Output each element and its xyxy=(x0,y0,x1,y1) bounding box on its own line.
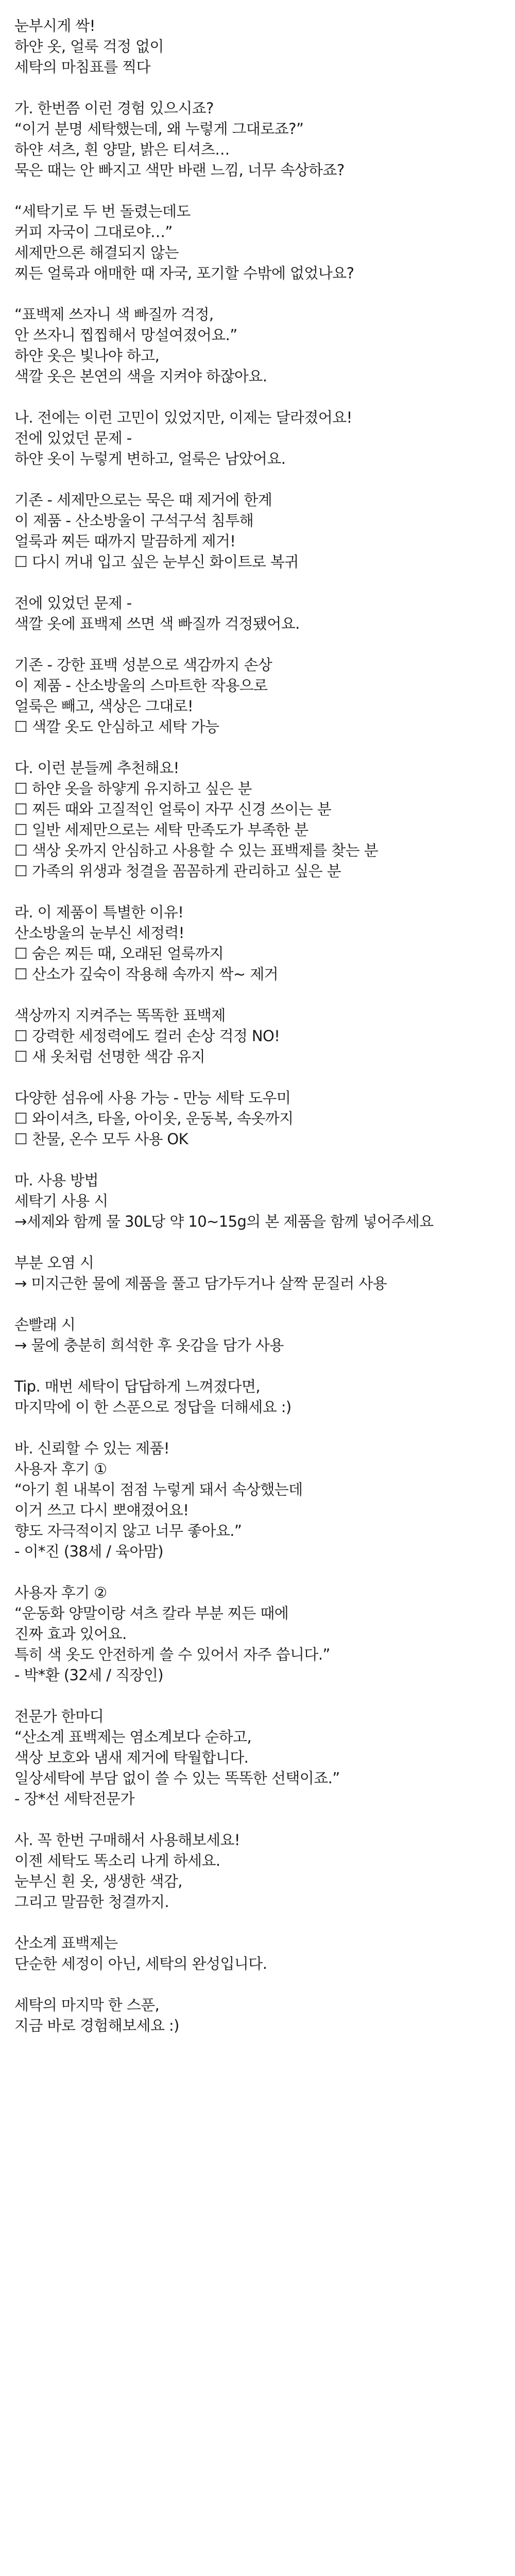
text-line: “표백제 쓰자니 색 빠질까 걱정, xyxy=(14,306,214,323)
text-line: 얼룩과 찌든 때까지 말끔하게 제거! xyxy=(14,532,236,550)
text-line: “세탁기로 두 번 돌렸는데도 xyxy=(14,203,191,220)
text-line: ☐ 찬물, 온수 모두 사용 OK xyxy=(14,1130,188,1148)
text-line: ☐ 강력한 세정력에도 컬러 손상 걱정 NO! xyxy=(14,1027,280,1045)
text-line: 지금 바로 경험해보세요 :) xyxy=(14,2017,179,2034)
text-line: 부분 오염 시 xyxy=(14,1254,94,1272)
text-line: ☐ 새 옷처럼 선명한 색감 유지 xyxy=(14,1048,205,1065)
text-line: 전에 있었던 문제 - xyxy=(14,594,132,612)
text-line: ☐ 하얀 옷을 하얗게 유지하고 싶은 분 xyxy=(14,780,252,797)
text-line: ☐ 가족의 위생과 청결을 꼼꼼하게 관리하고 싶은 분 xyxy=(14,862,341,880)
text-line: ☐ 색깔 옷도 안심하고 세탁 가능 xyxy=(14,718,219,735)
text-line: “아기 흰 내복이 점점 누렇게 돼서 속상했는데 xyxy=(14,1481,303,1498)
text-line: 가. 한번쯤 이런 경험 있으시죠? xyxy=(14,99,214,117)
text-line: 기존 - 강한 표백 성분으로 색감까지 손상 xyxy=(14,656,272,674)
text-line: 전에 있었던 문제 - xyxy=(14,429,132,447)
text-line: 하얀 옷, 얼룩 걱정 없이 xyxy=(14,38,164,55)
text-line: 눈부신 흰 옷, 생생한 색감, xyxy=(14,1872,182,1890)
text-line: ☐ 일반 세제만으로는 세탁 만족도가 부족한 분 xyxy=(14,821,308,839)
text-line: 세탁의 마지막 한 스푼, xyxy=(14,1996,160,2014)
text-line: - 이*진 (38세 / 육아맘) xyxy=(14,1543,164,1560)
text-line: 전문가 한마디 xyxy=(14,1708,104,1725)
text-line: 기존 - 세제만으로는 묵은 때 제거에 한계 xyxy=(14,491,272,509)
text-line: ☐ 산소가 깊숙이 작용해 속까지 싹~ 제거 xyxy=(14,965,279,983)
text-line: ☐ 숨은 찌든 때, 오래된 얼룩까지 xyxy=(14,945,224,962)
text-line: 손빨래 시 xyxy=(14,1316,76,1333)
text-line: 이젠 세탁도 똑소리 나게 하세요. xyxy=(14,1852,220,1869)
text-line: 색깔 옷에 표백제 쓰면 색 빠질까 걱정됐어요. xyxy=(14,615,300,632)
text-line: “산소계 표백제는 염소계보다 순하고, xyxy=(14,1728,252,1746)
text-line: 다양한 섬유에 사용 가능 - 만능 세탁 도우미 xyxy=(14,1089,291,1107)
text-line: 세제만으론 해결되지 않는 xyxy=(14,244,179,261)
text-line: 사. 꼭 한번 구매해서 사용해보세요! xyxy=(14,1831,240,1849)
text-line: ☐ 와이셔츠, 타올, 아이옷, 운동복, 속옷까지 xyxy=(14,1110,294,1127)
text-line: 마지막에 이 한 스푼으로 정답을 더해세요 :) xyxy=(14,1398,291,1416)
text-line: 이 제품 - 산소방울의 스마트한 작용으로 xyxy=(14,677,268,694)
text-line: 이 제품 - 산소방울이 구석구석 침투해 xyxy=(14,512,254,529)
text-line: 진짜 효과 있어요. xyxy=(14,1625,127,1643)
text-line: “운동화 양말이랑 셔츠 칼라 부분 찌든 때에 xyxy=(14,1604,289,1622)
text-line: 세탁기 사용 시 xyxy=(14,1192,108,1210)
text-line: →세제와 함께 물 30L당 약 10~15g의 본 제품을 함께 넣어주세요 xyxy=(14,1213,434,1230)
text-line: 라. 이 제품이 특별한 이유! xyxy=(14,904,184,921)
text-line: 사용자 후기 ② xyxy=(14,1584,107,1601)
text-line: Tip. 매번 세탁이 답답하게 느껴졌다면, xyxy=(14,1378,260,1395)
text-line: 커피 자국이 그대로야…” xyxy=(14,223,173,241)
text-line: ☐ 색상 옷까지 안심하고 사용할 수 있는 표백제를 찾는 분 xyxy=(14,842,379,859)
text-line: → 미지근한 물에 제품을 풀고 담가두거나 살짝 문질러 사용 xyxy=(14,1275,387,1292)
text-line: 묵은 때는 안 빠지고 색만 바랜 느낌, 너무 속상하죠? xyxy=(14,161,345,179)
text-line: 산소방울의 눈부신 세정력! xyxy=(14,924,184,942)
text-line: 나. 전에는 이런 고민이 있었지만, 이제는 달라졌어요! xyxy=(14,409,352,426)
text-line: → 물에 충분히 희석한 후 옷감을 담가 사용 xyxy=(14,1336,284,1354)
text-line: 색깔 옷은 본연의 색을 지켜야 하잖아요. xyxy=(14,367,267,385)
text-line: 일상세탁에 부담 없이 쓸 수 있는 똑똑한 선택이죠.” xyxy=(14,1769,340,1787)
text-line: 하얀 옷은 빛나야 하고, xyxy=(14,347,160,364)
text-line: - 박*환 (32세 / 직장인) xyxy=(14,1666,164,1684)
text-line: 이거 쓰고 다시 뽀얘졌어요! xyxy=(14,1501,189,1519)
text-line: 향도 자극적이지 않고 너무 좋아요.” xyxy=(14,1522,242,1540)
text-line: 색상까지 지켜주는 똑똑한 표백제 xyxy=(14,1007,226,1024)
text-line: 그리고 말끔한 청결까지. xyxy=(14,1893,169,1911)
text-line: - 장*선 세탁전문가 xyxy=(14,1790,134,1808)
text-line: 산소계 표백제는 xyxy=(14,1934,118,1952)
text-line: 눈부시게 싹! xyxy=(14,17,95,35)
text-line: ☐ 찌든 때와 고질적인 얼룩이 자꾸 신경 쓰이는 분 xyxy=(14,800,332,818)
text-line: 특히 색 옷도 안전하게 쓸 수 있어서 자주 씁니다.” xyxy=(14,1646,330,1663)
text-line: 단순한 세정이 아닌, 세탁의 완성입니다. xyxy=(14,1955,267,1972)
text-line: 마. 사용 방법 xyxy=(14,1172,98,1189)
text-line: 찌든 얼룩과 애매한 때 자국, 포기할 수밖에 없었나요? xyxy=(14,264,354,282)
text-line: ☐ 다시 꺼내 입고 싶은 눈부신 화이트로 복귀 xyxy=(14,553,299,571)
text-line: 세탁의 마침표를 찍다 xyxy=(14,58,150,76)
text-line: “이거 분명 세탁했는데, 왜 누렇게 그대로죠?” xyxy=(14,120,304,138)
text-line: 얼룩은 빼고, 색상은 그대로! xyxy=(14,697,194,715)
text-line: 안 쓰자니 찝찝해서 망설여졌어요.” xyxy=(14,326,237,344)
text-line: 하얀 옷이 누렇게 변하고, 얼룩은 남았어요. xyxy=(14,450,286,467)
text-line: 바. 신뢰할 수 있는 제품! xyxy=(14,1440,169,1457)
text-line: 색상 보호와 냄새 제거에 탁월합니다. xyxy=(14,1749,249,1766)
text-line: 다. 이런 분들께 추천해요! xyxy=(14,759,179,777)
text-line: 하얀 셔츠, 흰 양말, 밝은 티셔츠… xyxy=(14,141,230,158)
text-line: 사용자 후기 ① xyxy=(14,1460,107,1478)
